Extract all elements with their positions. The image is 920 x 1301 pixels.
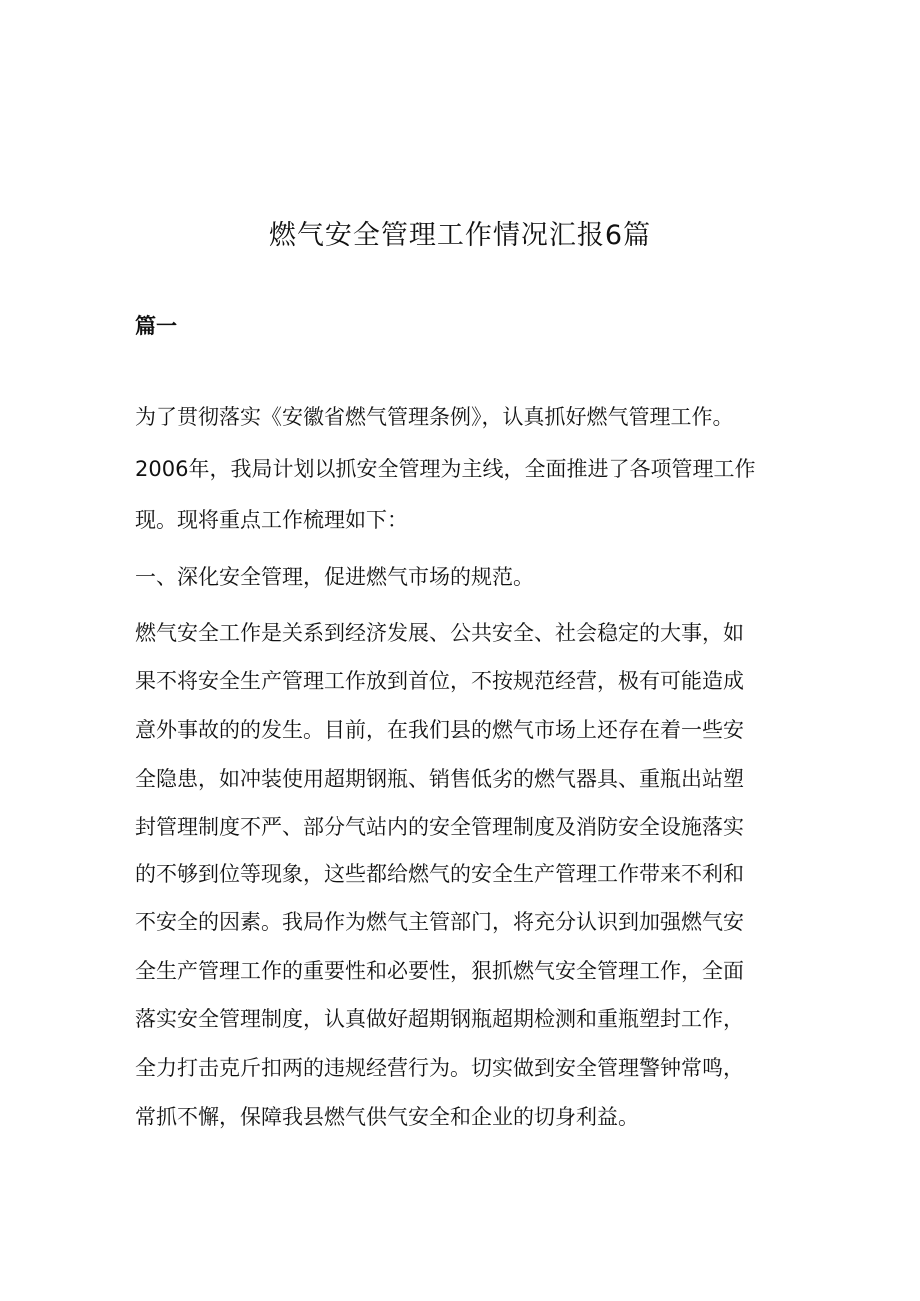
subheading-line: 一、深化安全管理，促进燃气市场的规范。 xyxy=(135,565,534,589)
paragraph-line: 2006年，我局计划以抓安全管理为主线，全面推进了各项管理工作 xyxy=(135,457,756,481)
paragraph-line: 果不将安全生产管理工作放到首位，不按规范经营，极有可能造成 xyxy=(135,669,744,693)
paragraph-line: 的不够到位等现象，这些都给燃气的安全生产管理工作带来不利和 xyxy=(135,862,744,886)
document-title: 燃气安全管理工作情况汇报6篇 xyxy=(268,220,652,251)
paragraph-line: 不安全的因素。我局作为燃气主管部门，将充分认识到加强燃气安 xyxy=(135,910,744,934)
paragraph-line: 意外事故的的发生。目前，在我们县的燃气市场上还存在着一些安 xyxy=(135,718,744,742)
paragraph-line: 全隐患，如冲装使用超期钢瓶、销售低劣的燃气器具、重瓶出站塑 xyxy=(135,767,744,791)
paragraph-line: 全力打击克斤扣两的违规经营行为。切实做到安全管理警钟常鸣， xyxy=(135,1056,744,1080)
paragraph-line: 封管理制度不严、部分气站内的安全管理制度及消防安全设施落实 xyxy=(135,815,744,839)
section-heading: 篇一 xyxy=(135,314,177,338)
paragraph-line: 现。现将重点工作梳理如下： xyxy=(135,508,408,532)
paragraph-line: 落实安全管理制度，认真做好超期钢瓶超期检测和重瓶塑封工作， xyxy=(135,1007,744,1031)
paragraph-line: 为了贯彻落实《安徽省燃气管理条例》，认真抓好燃气管理工作。 xyxy=(135,405,734,429)
paragraph-line: 全生产管理工作的重要性和必要性，狠抓燃气安全管理工作，全面 xyxy=(135,959,744,983)
paragraph-line: 燃气安全工作是关系到经济发展、公共安全、社会稳定的大事，如 xyxy=(135,621,744,645)
paragraph-line: 常抓不懈，保障我县燃气供气安全和企业的切身利益。 xyxy=(135,1105,639,1129)
